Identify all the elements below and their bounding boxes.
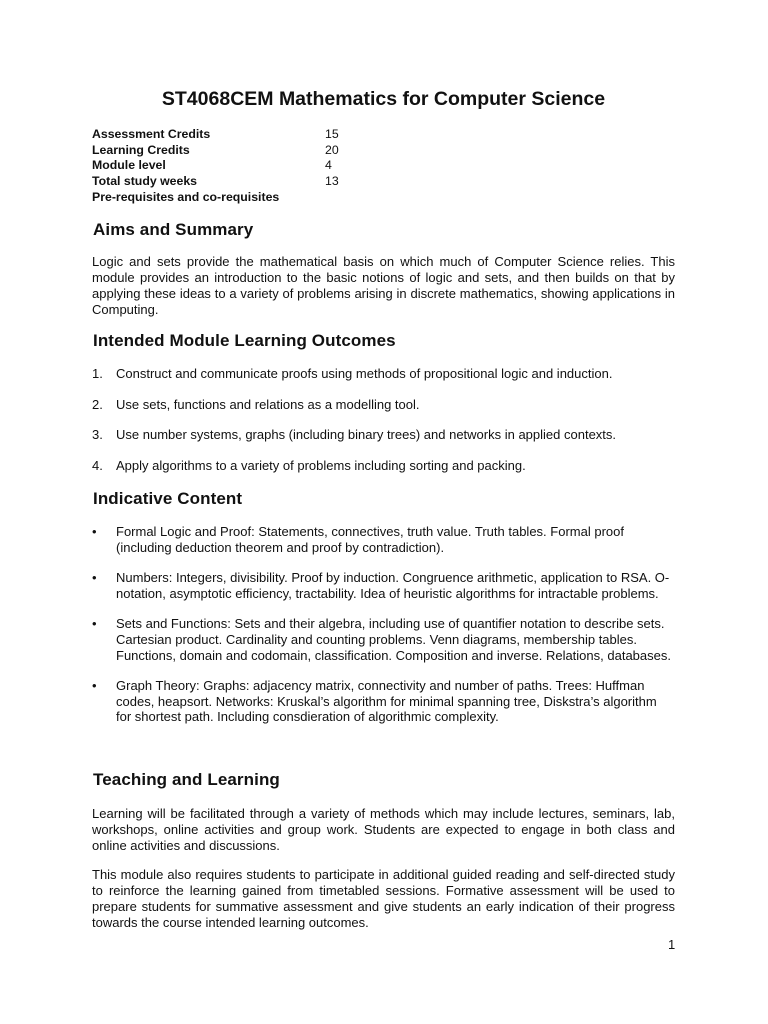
credit-row-learning [92, 143, 675, 159]
outcome-text: Use sets, functions and relations as a modelling tool. [116, 396, 420, 412]
outcome-number: 1. [92, 366, 103, 381]
credit-label: Pre-requisites and co-requisites [92, 189, 280, 204]
indicative-content-list [92, 524, 675, 740]
credit-label: Total study weeks [92, 174, 198, 189]
list-item [92, 678, 675, 725]
credit-label: Assessment Credits [92, 127, 211, 141]
list-item [92, 427, 675, 443]
content-item-text: Sets and Functions: Sets and their algebra, including use of quantifier notation to describe sets. Cartesian product. Cardinality and counting problems. Venn diagrams, membership tables. Functions, domain and codomain, classification. Composition and inverse. Relations, databases. [116, 616, 671, 663]
outcome-text: Construct and communicate proofs using methods of propositional logic and induction. [116, 366, 613, 381]
aims-heading: Aims and Summary [93, 220, 254, 239]
credit-row-assessment [92, 127, 675, 143]
bullet-icon: • [92, 678, 97, 694]
outcomes-heading: Intended Module Learning Outcomes [93, 331, 396, 350]
outcome-number: 2. [92, 396, 103, 412]
list-item [92, 616, 675, 663]
bullet-icon: • [92, 616, 97, 632]
module-title: ST4068CEM Mathematics for Computer Science [161, 88, 606, 110]
credit-value [325, 190, 675, 206]
list-item [92, 570, 675, 601]
outcome-number: 4. [92, 457, 103, 473]
credit-value: 20 [325, 142, 339, 157]
list-item [92, 397, 675, 413]
outcome-number: 3. [92, 427, 103, 442]
outcome-text: Use number systems, graphs (including binary trees) and networks in applied contexts. [116, 427, 617, 442]
list-item [92, 524, 675, 555]
list-item [92, 366, 675, 382]
content-item-text: Numbers: Integers, divisibility. Proof by induction. Congruence arithmetic, application to RSA. O-notation, asymptotic efficiency, tractability. Idea of heuristic algorithms for intractable problems. [116, 570, 670, 601]
outcomes-list [92, 366, 675, 488]
bullet-icon: • [92, 524, 97, 539]
credit-value: 13 [325, 174, 339, 189]
credit-row-module-level [92, 158, 675, 174]
page-number: 1 [668, 937, 676, 952]
content-item-text: Formal Logic and Proof: Statements, connectives, truth value. Truth tables. Formal proof (including deduction theorem and proof by contradiction). [116, 524, 624, 555]
content-item-text: Graph Theory: Graphs: adjacency matrix, connectivity and number of paths. Trees: Huffman codes, heapsort. Networks: Kruskal’s algorithm for minimal spanning tree, Diskstra’s algorithm for shortest path. Including consdieration of algorithmic complexity. [116, 678, 657, 725]
indicative-content-heading: Indicative Content [93, 489, 243, 508]
teaching-heading: Teaching and Learning [93, 770, 280, 789]
outcome-text: Apply algorithms to a variety of problems including sorting and packing. [116, 457, 526, 473]
credit-label: Learning Credits [92, 142, 190, 157]
teaching-paragraph-1: Learning will be facilitated through a variety of methods which may include lectures, seminars, lab, workshops, online activities and group work. Students are expected to engage in both class and online activities and discussions. [92, 806, 675, 853]
credit-value: 4 [325, 158, 332, 173]
module-credits-table [92, 127, 675, 206]
teaching-paragraph-2: This module also requires students to participate in additional guided reading and self-directed study to reinforce the learning gained from timetabled sessions. Formative assessment will be used to prepare students for summative assessment and give students an early indication of their progress towards the course intended learning outcomes. [92, 867, 675, 930]
credit-value: 15 [325, 127, 339, 141]
list-item [92, 458, 675, 474]
credit-row-prerequisites [92, 190, 675, 206]
bullet-icon: • [92, 570, 97, 586]
credit-row-study-weeks [92, 174, 675, 190]
aims-paragraph: Logic and sets provide the mathematical basis on which much of Computer Science relies. This module provides an introduction to the basic notions of logic and sets, and then builds on that by applying these ideas to a variety of problems arising in discrete mathematics, showing applications in Computing. [92, 254, 675, 317]
credit-label: Module level [92, 158, 166, 173]
